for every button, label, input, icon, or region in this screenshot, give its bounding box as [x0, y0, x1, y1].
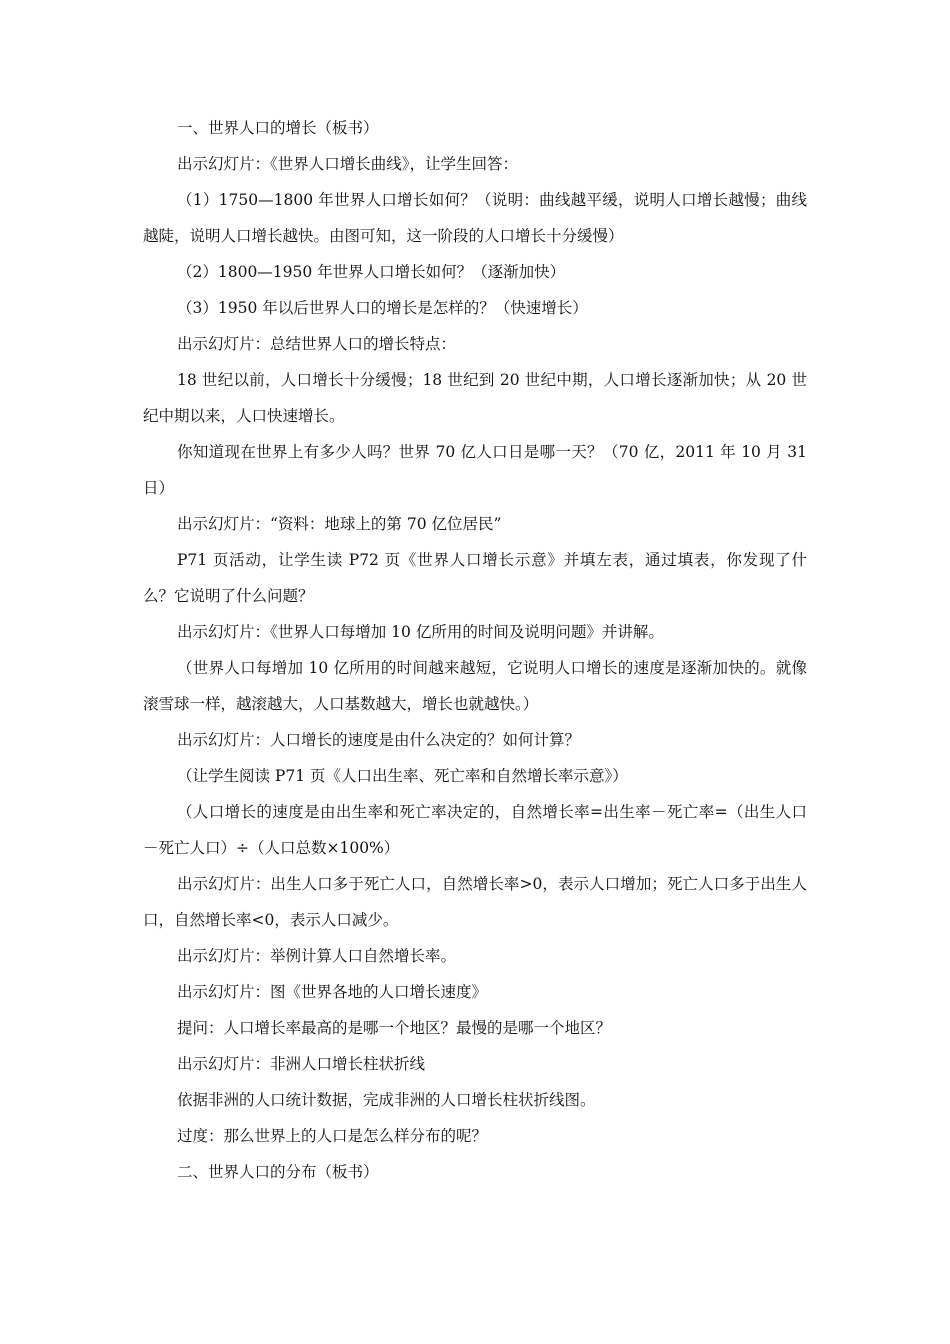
heading-population-distribution: 二、世界人口的分布（板书）	[177, 1163, 379, 1181]
paragraph: 出示幻灯片：《世界人口每增加 10 亿所用的时间及说明问题》并讲解。	[177, 623, 664, 641]
paragraph: 出示幻灯片：人口增长的速度是由什么决定的？如何计算？	[177, 731, 581, 749]
paragraph: （世界人口每增加 10 亿所用的时间越来越短，它说明人口增长的速度是逐渐加快的。就像滚雪球一样，越滚越大，人口基数越大，增长也就越快。）	[143, 659, 807, 713]
document-body	[143, 110, 807, 1190]
paragraph: 依据非洲的人口统计数据，完成非洲的人口增长柱状折线图。	[177, 1091, 596, 1109]
paragraph: 过度：那么世界上的人口是怎么样分布的呢？	[177, 1127, 488, 1145]
paragraph: （2）1800—1950 年世界人口增长如何？（逐渐加快）	[177, 263, 566, 281]
paragraph: 18 世纪以前，人口增长十分缓慢；18 世纪到 20 世纪中期，人口增长逐渐加快；从 20 世纪中期以来，人口快速增长。	[143, 371, 807, 425]
paragraph: 出示幻灯片：图《世界各地的人口增长速度》	[177, 983, 488, 1001]
paragraph: 提问：人口增长率最高的是哪一个地区？最慢的是哪一个地区？	[177, 1019, 612, 1037]
paragraph: （人口增长的速度是由出生率和死亡率决定的，自然增长率=出生率－死亡率=（出生人口－死亡人口）÷（人口总数×100%）	[143, 803, 807, 857]
heading-population-growth: 一、世界人口的增长（板书）	[177, 119, 379, 137]
paragraph: （让学生阅读 P71 页《人口出生率、死亡率和自然增长率示意》）	[177, 767, 628, 785]
paragraph: 出示幻灯片：举例计算人口自然增长率。	[177, 947, 457, 965]
paragraph: 出示幻灯片：总结世界人口的增长特点：	[177, 335, 457, 353]
paragraph: 出示幻灯片：出生人口多于死亡人口，自然增长率>0，表示人口增加；死亡人口多于出生人口，自然增长率<0，表示人口减少。	[143, 875, 807, 929]
paragraph: （3）1950 年以后世界人口的增长是怎样的？（快速增长）	[177, 299, 588, 317]
paragraph: （1）1750—1800 年世界人口增长如何？（说明：曲线越平缓，说明人口增长越慢；曲线越陡，说明人口增长越快。由图可知，这一阶段的人口增长十分缓慢）	[143, 191, 807, 245]
paragraph: 你知道现在世界上有多少人吗？世界 70 亿人口日是哪一天？（70 亿，2011 年 10 月 31 日）	[143, 443, 807, 497]
paragraph: 出示幻灯片：《世界人口增长曲线》，让学生回答：	[177, 155, 519, 173]
paragraph: 出示幻灯片：“资料：地球上的第 70 亿位居民”	[177, 515, 502, 533]
paragraph: 出示幻灯片：非洲人口增长柱状折线	[177, 1055, 426, 1073]
paragraph: P71 页活动，让学生读 P72 页《世界人口增长示意》并填左表，通过填表，你发现了什么？它说明了什么问题？	[143, 551, 807, 605]
